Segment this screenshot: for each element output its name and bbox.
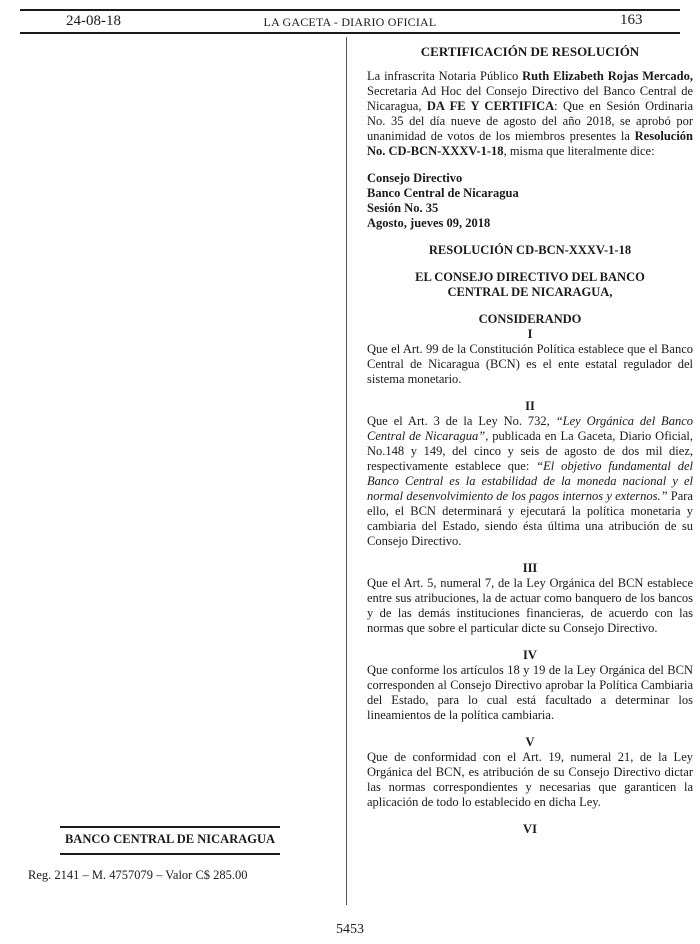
session-line: Banco Central de Nicaragua [367,186,519,200]
council-heading-line: EL CONSEJO DIRECTIVO DEL BANCO [415,270,645,284]
resolution-heading: RESOLUCIÓN CD-BCN-XXXV-1-18 [428,243,632,257]
section-2-text-e: Para ello, el BCN determinará y ejecutará la política monetaria y cambiaria del Estado, siendo ésta última una atribución de su Consejo Directivo. [367,489,693,548]
intro-text-1: La infrascrita Notaria Público [367,69,523,83]
header-bottom-rule [20,32,680,34]
section-numeral: V [525,735,535,749]
resolution-number: Resolución No. CD-BCN-XXXV-1-18 [367,129,693,158]
certification-title: CERTIFICACIÓN DE RESOLUCIÓN [420,44,640,59]
notice-title: BANCO CENTRAL DE NICARAGUA [64,832,276,846]
council-heading [367,270,693,300]
section-2-text-a: Que el Art. 3 de la Ley No. 732, [367,414,556,428]
session-block [367,171,693,231]
section-2-text-c: , publicada en La Gaceta, Diario Oficial, No.148 y 149, del cinco y seis de agosto de dos mil diez, respectivamente establece que: [367,429,693,473]
notice-registration: Reg. 2141 – M. 4757079 – Valor C$ 285.00 [28,868,248,882]
header-date: 24-08-18 [66,13,121,29]
session-line: Sesión No. 35 [367,201,439,215]
section-text: Que de conformidad con el Art. 19, numeral 21, de la Ley Orgánica del BCN, es atribución de su Consejo Directivo dictar las normas correspondientes y necesarias que garanticen la aplicación de todo lo establecido en dicha Ley. [367,750,693,809]
column-divider [346,37,347,905]
notary-name: Ruth Elizabeth Rojas Mercado, [522,69,694,83]
law-title: “Ley Orgánica del Banco Central de Nicaragua” [367,414,693,443]
left-notice-box [60,826,280,855]
certifies-text: DA FE Y CERTIFICA [426,99,555,113]
footer-page-number: 5453 [336,922,364,937]
section-numeral: III [522,561,538,575]
intro-text-3: : Que en Sesión Ordinaria No. 35 del día nueve de agosto del año 2018, se aprobó por unanimidad de votos de los miembros presentes la [367,99,693,143]
section-numeral: I [527,327,533,341]
header-publication-title: LA GACETA - DIARIO OFICIAL [263,15,437,29]
notice-bottom-rule [60,853,280,855]
section-numeral: IV [523,648,537,662]
intro-paragraph [367,69,693,159]
section-numeral: II [525,399,535,413]
intro-text-4: , misma que literalmente dice: [503,144,655,158]
section-text: Que el Art. 99 de la Constitución Política establece que el Banco Central de Nicaragua (BCN) es el ente estatal regulador del sistema monetario. [367,342,693,386]
session-line: Agosto, jueves 09, 2018 [367,216,491,230]
section-text: Que el Art. 5, numeral 7, de la Ley Orgánica del BCN establece entre sus atribuciones, la de actuar como banquero de los bancos y de las demás instituciones financieras, de acuerdo con las normas que sobre el particular dicte su Consejo Directivo. [367,576,693,635]
session-line: Consejo Directivo [367,171,463,185]
right-column [367,44,693,837]
considerando-heading: CONSIDERANDO [478,312,582,326]
council-heading-line: CENTRAL DE NICARAGUA, [447,285,613,299]
section-numeral: VI [523,822,537,836]
header-page-number: 163 [620,12,643,28]
section-text: Que conforme los artículos 18 y 19 de la Ley Orgánica del BCN corresponden al Consejo Directivo aprobar la Política Cambiaria del Estado, para lo cual está facultado a determinar los lineamientos de la política cambiaria. [367,663,693,722]
intro-text-2: Secretaria Ad Hoc del Consejo Directivo del Banco Central de Nicaragua, [367,84,693,113]
section-text [367,414,693,549]
objective-quote: “El objetivo fundamental del Banco Central es la estabilidad de la moneda nacional y el normal desenvolvimiento de los pagos internos y externos.” [367,459,693,503]
header-top-rule [20,9,680,11]
